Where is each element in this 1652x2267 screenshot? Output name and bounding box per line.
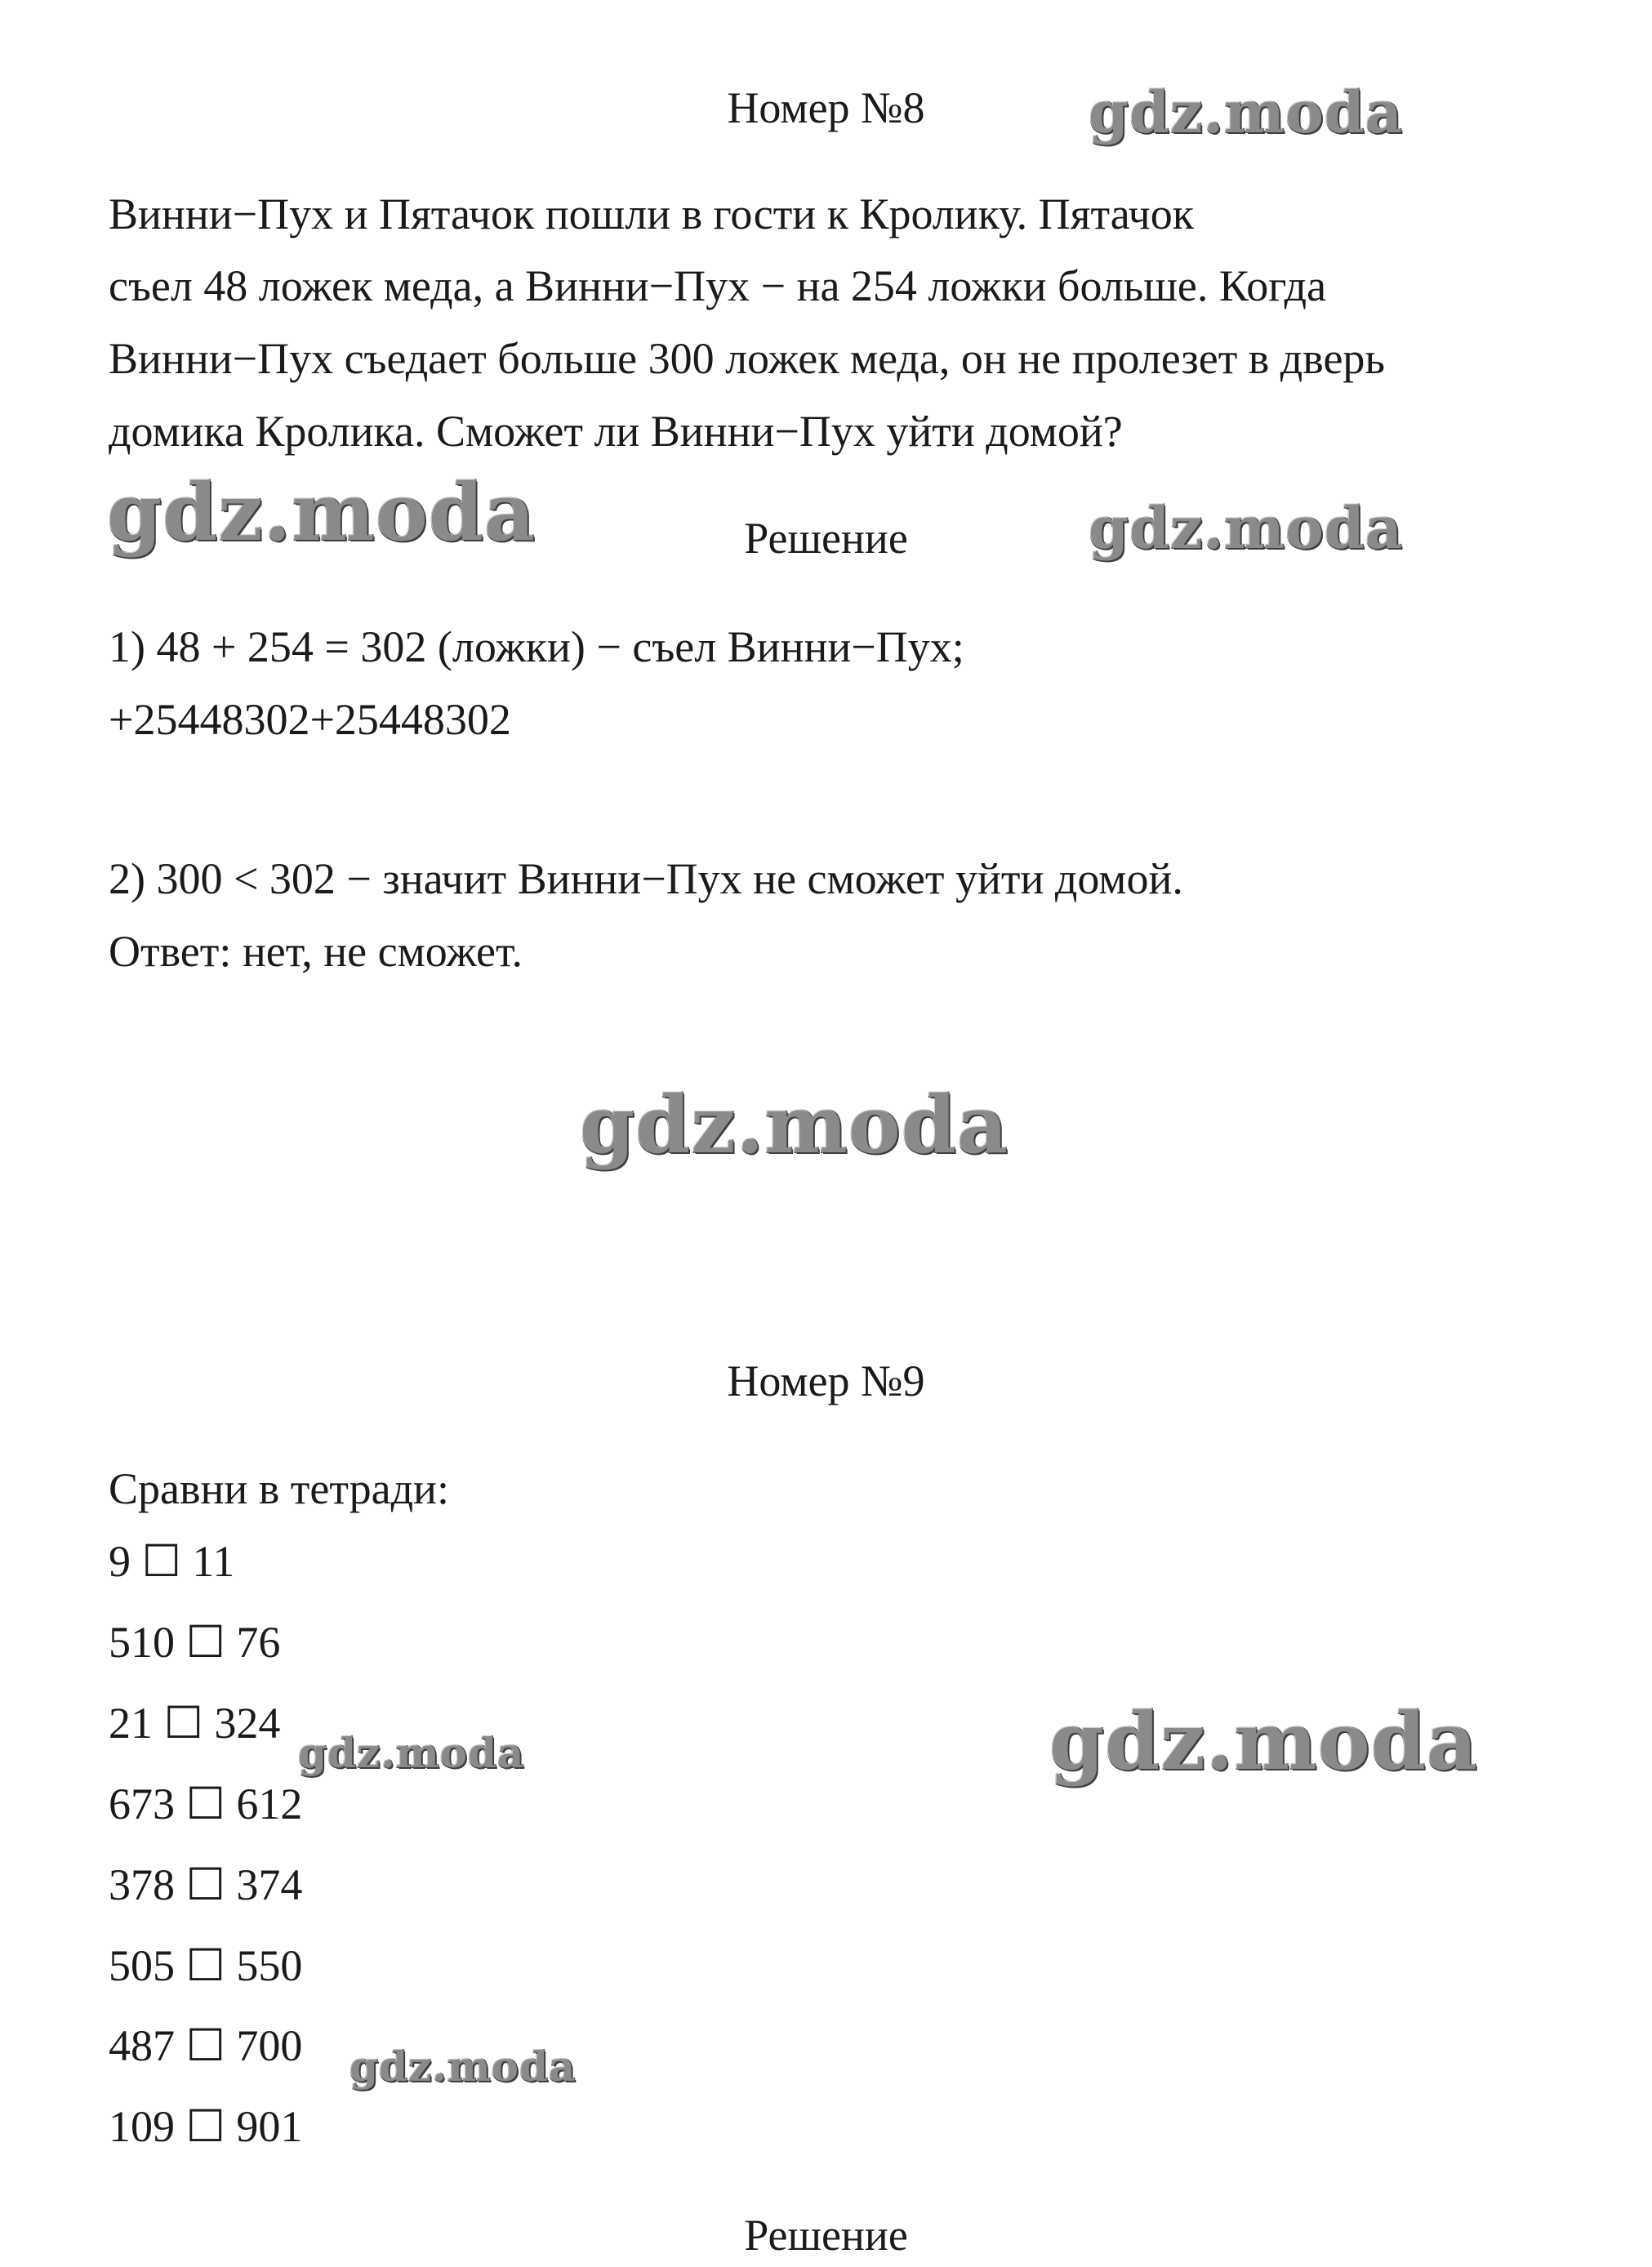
watermark-logo: gdz.moda (580, 1079, 1009, 1171)
problem-8-statement-line: Винни−Пух съедает больше 300 ложек меда, он не пролезет в дверь (109, 334, 1386, 383)
problem-8-statement-line: домика Кролика. Сможет ли Винни−Пух уйти домой? (109, 407, 1123, 456)
solution-step-2: 2) 300 < 302 − значит Винни−Пух не сможет уйти домой. (109, 854, 1183, 903)
problem-8-statement-line: Винни−Пух и Пятачок пошли в гости к Кролику. Пятачок (109, 189, 1194, 238)
problem-9-prompt: Сравни в тетради: (109, 1464, 449, 1513)
comparison-item: 505 ☐ 550 (109, 1941, 303, 1990)
problem-8-title: Номер №8 (727, 83, 925, 132)
watermark-logo: gdz.moda (350, 2042, 577, 2091)
comparison-item: 109 ☐ 901 (109, 2102, 303, 2151)
watermark-logo: gdz.moda (1089, 78, 1404, 146)
answer-line: Ответ: нет, не сможет. (109, 927, 523, 976)
watermark-logo: gdz.moda (298, 1729, 525, 1777)
watermark-logo: gdz.moda (107, 466, 537, 559)
watermark-logo: gdz.moda (1089, 494, 1404, 562)
comparison-item: 487 ☐ 700 (109, 2021, 303, 2070)
problem-8-solution-heading: Решение (744, 514, 908, 563)
comparison-item: 21 ☐ 324 (109, 1699, 281, 1748)
comparison-item: 9 ☐ 11 (109, 1537, 235, 1586)
problem-9-title: Номер №9 (727, 1356, 925, 1405)
comparison-item: 510 ☐ 76 (109, 1618, 281, 1667)
comparison-item: 673 ☐ 612 (109, 1779, 303, 1828)
solution-step-1: 1) 48 + 254 = 302 (ложки) − съел Винни−Пух; (109, 622, 964, 671)
solution-step-artifact: +25448302+25448302 (109, 695, 511, 744)
comparison-item: 378 ☐ 374 (109, 1860, 303, 1909)
watermark-logo: gdz.moda (1049, 1695, 1479, 1788)
problem-8-statement-line: съел 48 ложек меда, а Винни−Пух − на 254 ложки больше. Когда (109, 261, 1327, 310)
problem-9-solution-heading: Решение (744, 2211, 908, 2260)
